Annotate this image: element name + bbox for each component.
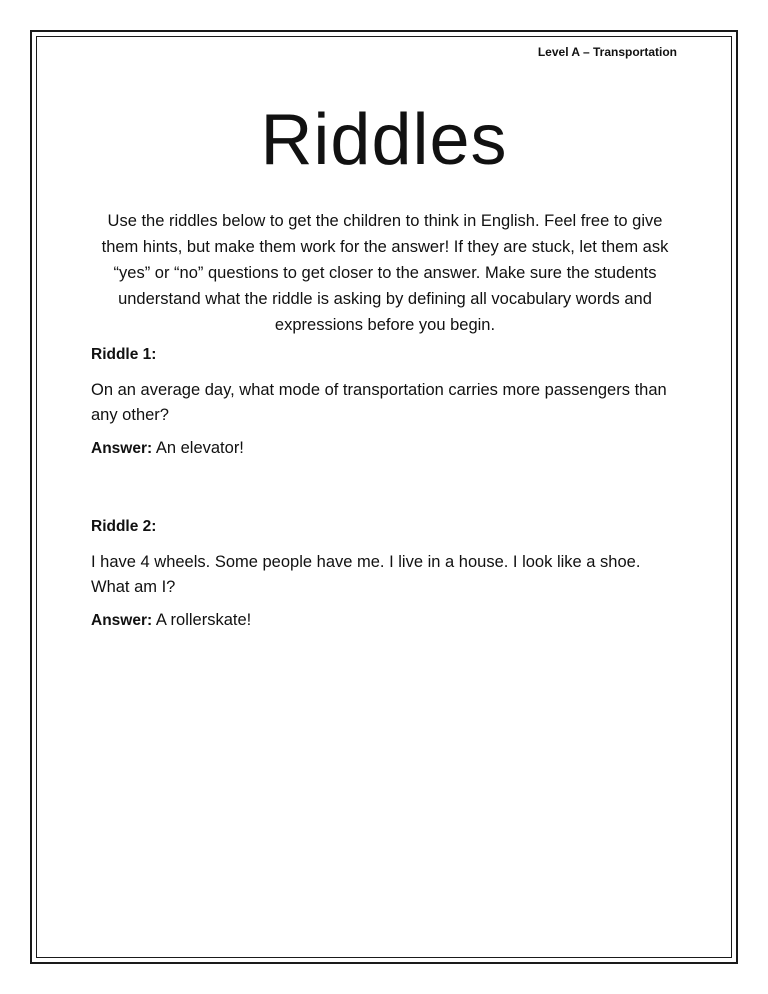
riddle-2 xyxy=(91,516,681,633)
answer-text: An elevator! xyxy=(155,439,244,457)
riddle-question: On an average day, what mode of transportation carries more passengers than any other? xyxy=(91,381,667,424)
answer-label: Answer: xyxy=(91,440,153,457)
riddle-answer xyxy=(91,608,681,633)
page-title: Riddles xyxy=(260,100,508,180)
level-header: Level A – Transportation xyxy=(537,45,677,59)
riddle-1 xyxy=(91,344,681,461)
riddle-heading: Riddle 1: xyxy=(91,346,157,363)
answer-text: A rollerskate! xyxy=(155,611,252,629)
riddle-answer xyxy=(91,436,681,461)
riddle-heading: Riddle 2: xyxy=(91,518,157,535)
riddle-question: I have 4 wheels. Some people have me. I live in a house. I look like a shoe. What am I? xyxy=(91,553,641,596)
answer-label: Answer: xyxy=(91,612,153,629)
intro-paragraph: Use the riddles below to get the children to think in English. Feel free to give them hints, but make them work for the answer! If they are stuck, let them ask “yes” or “no” questions to get closer to the answer. Make sure the students understand what the riddle is asking by defining all vocabulary words and expressions before you begin. xyxy=(101,212,669,334)
